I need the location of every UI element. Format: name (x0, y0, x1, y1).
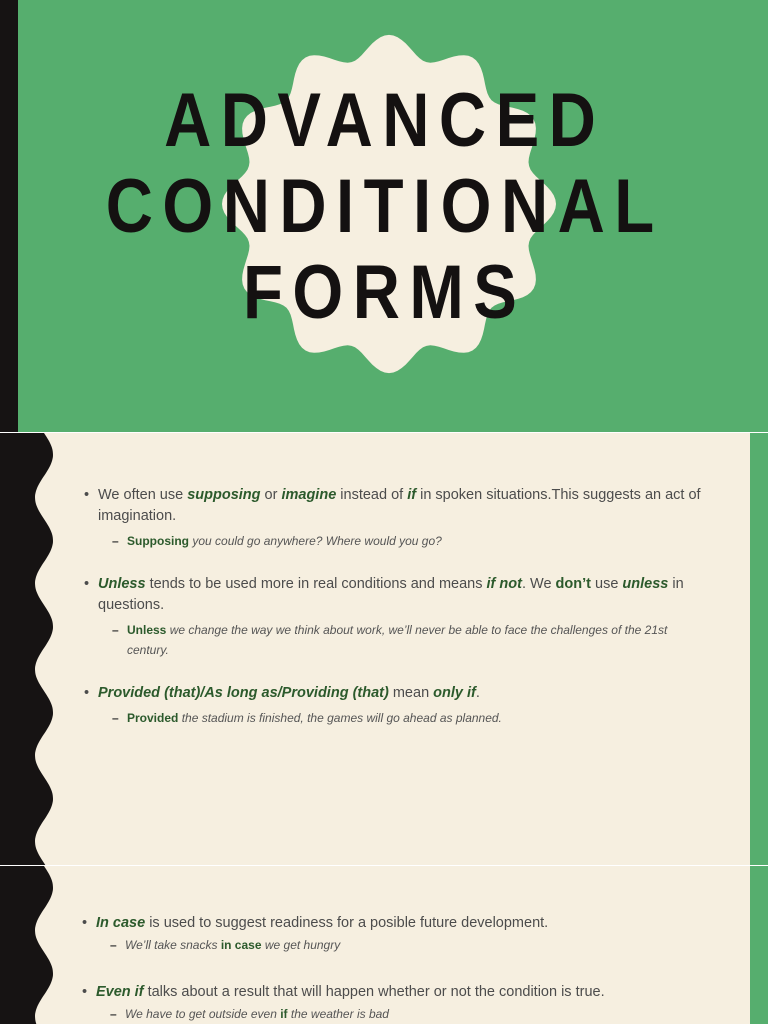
keyword: if (407, 487, 417, 503)
list-item: • Provided (that)/As long as/Providing (that) mean only if. – Provided the stadium is finished, the games will go ahead as planned. (84, 683, 704, 728)
bullet-list (84, 485, 704, 728)
keyword: Provided (that)/As long as/Providing (that) (98, 685, 389, 701)
left-wave-border (0, 866, 60, 1024)
keyword: imagine (281, 487, 337, 503)
example-sentence: – Provided the stadium is finished, the games will go ahead as planned. (112, 711, 502, 725)
list-item: • We often use supposing or imagine instead of if in spoken situations.This suggests an act of imagination. – Supposing you could go anywhere? Where would you go? (84, 485, 704, 551)
list-item: • In case is used to suggest readiness for a posible future development. – We’ll take snacks in case we get hungry (82, 913, 722, 955)
list-item: • Even if talks about a result that will happen whether or not the condition is true. – We have to get outside even if the weather is bad (82, 982, 722, 1024)
content-slide-1 (0, 433, 768, 865)
keyword: Even if (96, 984, 144, 1000)
keyword: supposing (187, 487, 261, 503)
keyword: if not (486, 576, 522, 592)
title-slide (0, 0, 768, 432)
left-wave-border (0, 433, 60, 865)
list-item: • Unless tends to be used more in real conditions and means if not. We don’t use unless in questions. – Unless we change the way we think about work, we’ll never be able to face the challenges of the 21st century. (84, 574, 704, 660)
keyword: Unless (98, 576, 146, 592)
right-green-bar (750, 433, 768, 865)
keyword: In case (96, 915, 146, 931)
slide-title (54, 78, 714, 336)
title-line-2: CONDITIONAL (105, 164, 664, 249)
keyword: if (280, 1007, 288, 1021)
keyword: don’t (555, 576, 591, 592)
bullet-list (82, 913, 722, 1024)
example-sentence: – Supposing you could go anywhere? Where would you go? (112, 534, 442, 548)
keyword: in case (220, 938, 262, 952)
keyword: unless (622, 576, 669, 592)
keyword: Provided (127, 711, 179, 725)
example-sentence: – We have to get outside even if the weather is bad (110, 1007, 389, 1021)
example-sentence: – We’ll take snacks in case we get hungry (110, 938, 341, 952)
keyword: Unless (127, 623, 167, 637)
keyword: only if (433, 685, 476, 701)
right-green-bar (750, 866, 768, 1024)
example-sentence: – Unless we change the way we think about work, we’ll never be able to face the challenges of the 21st century. (112, 623, 668, 657)
keyword: Supposing (127, 534, 189, 548)
title-line-3: FORMS (243, 250, 527, 335)
content-slide-2 (0, 866, 768, 1024)
title-line-1: ADVANCED (164, 78, 606, 163)
